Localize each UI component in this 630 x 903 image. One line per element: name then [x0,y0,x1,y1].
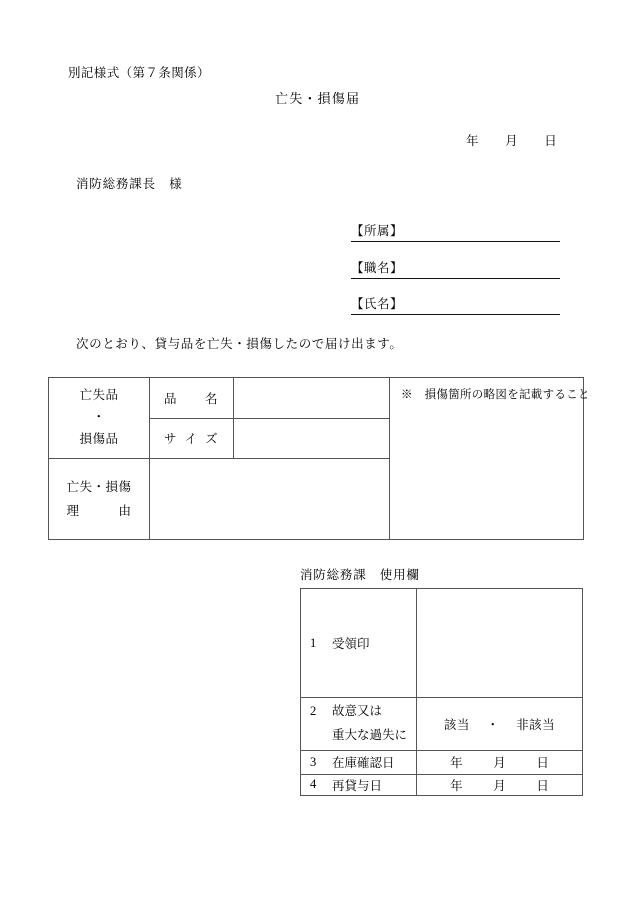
item-name-char2: 名 [204,392,218,406]
reason-value[interactable] [149,459,388,540]
item-size-char3: ズ [204,432,218,446]
dept-row-reissue-date-label [301,774,416,795]
item-size-label [149,418,233,458]
dept-row-negligence-value[interactable] [416,697,583,750]
item-category-line1: 亡失品 [79,388,119,403]
date-year-label: 年 [466,134,479,148]
item-category-line2: ・ [92,410,106,425]
affiliation-label: 【所属】 [351,224,404,238]
form-code: 別記様式（第７条関係） [68,66,210,80]
item-category-label [49,378,149,458]
item-size-char1: サ [164,432,178,446]
dept-row2-text-line1: 故意又は [332,704,383,719]
dept-row-stock-check-date-label [301,750,416,774]
dept-row3-number: 3 [310,754,317,769]
intro-statement: 次のとおり、貸与品を亡失・損傷したので届け出ます。 [76,337,403,351]
reissue-month-label: 月 [493,778,506,793]
date-line [466,131,557,149]
dept-row1-number: 1 [310,635,317,650]
dept-row-receipt-seal-value[interactable] [416,589,583,697]
damage-sketch-note-cell[interactable] [389,378,590,540]
job-title-label: 【職名】 [351,261,404,275]
damage-sketch-note-text: ※ 損傷箇所の略図を記載すること [401,389,590,401]
name-field[interactable] [351,292,560,315]
item-category-line3: 損傷品 [79,431,119,446]
addressee: 消防総務課長 様 [76,177,183,191]
dept-row4-number: 4 [310,777,317,791]
reissue-year-label: 年 [450,778,463,793]
negligence-choice-not-applicable[interactable]: 非該当 [516,717,556,732]
dept-row1-text: 受領印 [332,637,370,651]
stock-check-day-label: 日 [536,756,549,770]
affiliation-field[interactable] [351,219,560,242]
dept-row-reissue-date-value[interactable] [416,774,583,795]
negligence-choice-applicable[interactable]: 該当 [443,717,470,732]
department-use-table [300,588,583,796]
dept-row4-text: 再貸与日 [332,778,383,793]
reason-label-line1: 亡失・損傷 [66,479,132,494]
loss-damage-table [48,377,590,540]
negligence-choice-separator: ・ [486,717,500,732]
item-name-value[interactable] [233,378,388,418]
date-month-label: 月 [505,134,518,148]
department-use-title: 消防総務課 使用欄 [300,568,420,582]
item-name-char1: 品 [164,392,178,406]
stock-check-year-label: 年 [450,756,463,770]
date-day-label: 日 [544,134,557,148]
stock-check-month-label: 月 [493,756,506,770]
reason-label [49,459,149,540]
item-size-value[interactable] [233,418,388,458]
item-name-label [149,378,233,418]
item-size-char2: イ [184,432,198,446]
job-title-field[interactable] [351,256,560,279]
dept-row-negligence-label [301,697,416,750]
dept-row-stock-check-date-value[interactable] [416,750,583,774]
reissue-day-label: 日 [536,778,549,793]
document-title: 亡失・損傷届 [275,91,361,106]
dept-row3-text: 在庫確認日 [332,756,395,770]
dept-row2-number: 2 [310,704,317,719]
dept-row-receipt-seal-label [301,589,416,697]
name-label: 【氏名】 [351,297,404,311]
dept-row2-text-line2: 重大な過失に [332,727,408,742]
reason-label-line2: 理 由 [66,503,132,518]
